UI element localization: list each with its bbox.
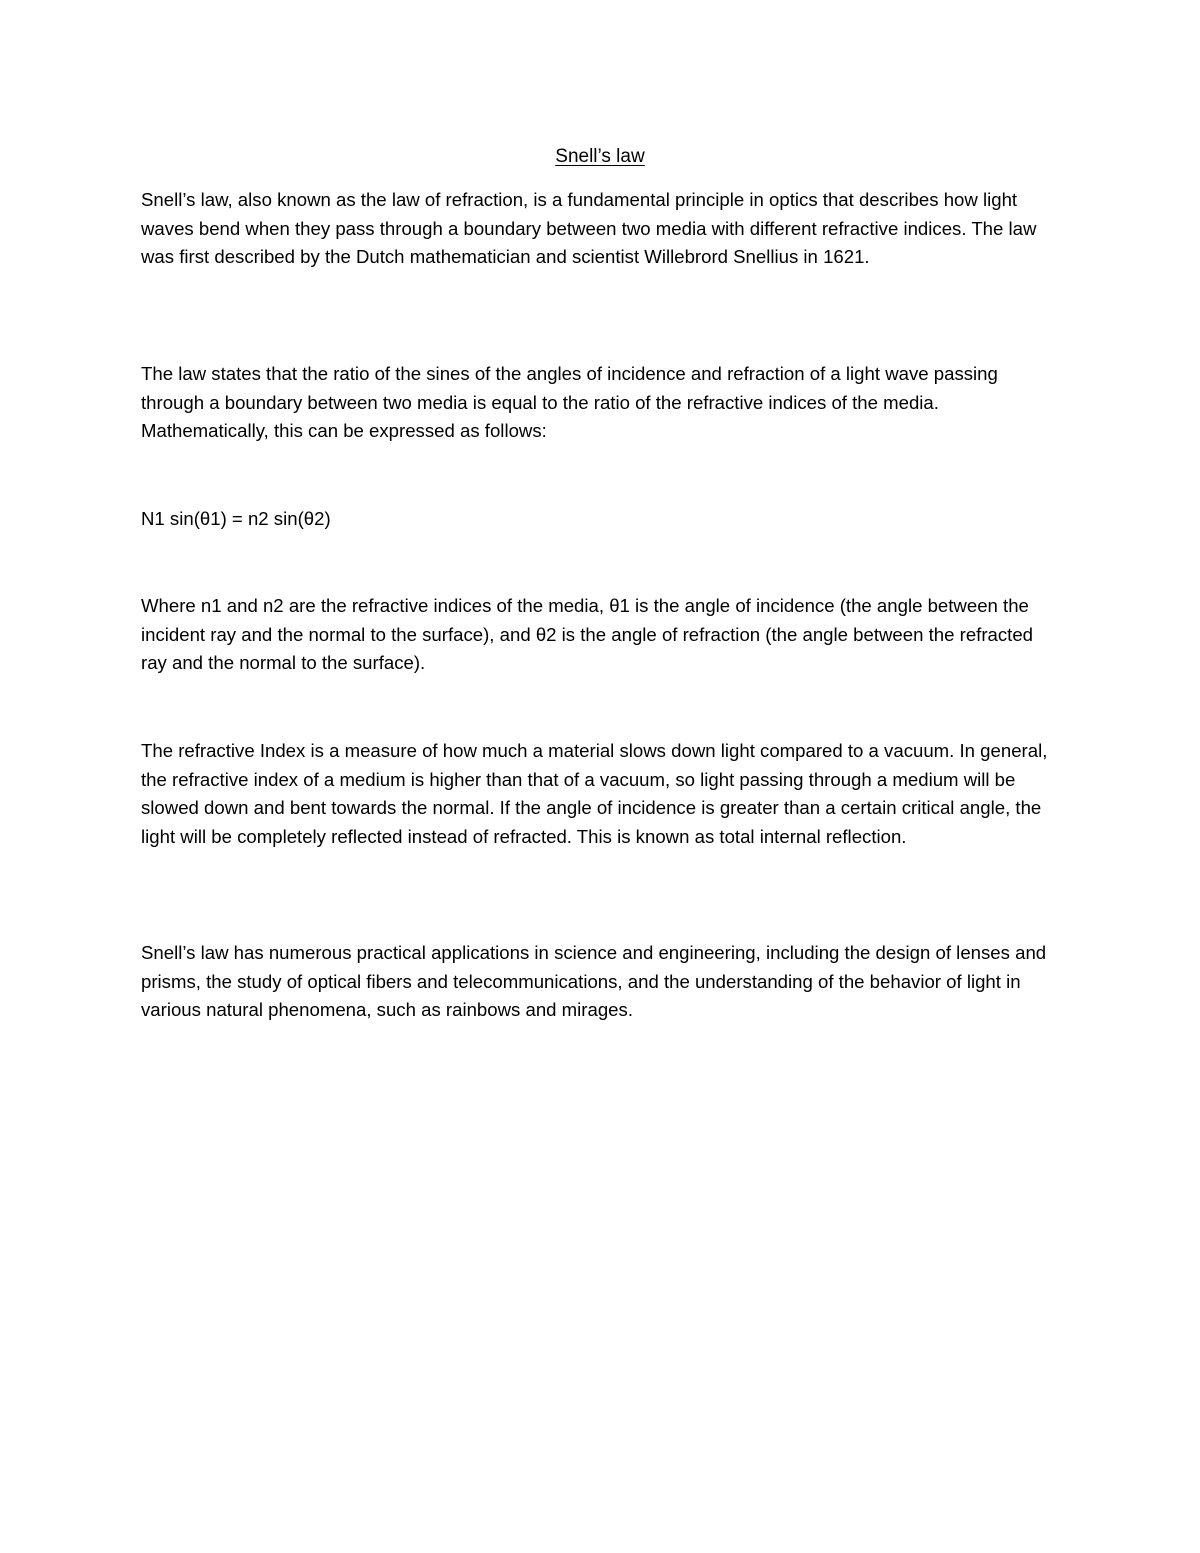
paragraph-refractive-index: The refractive Index is a measure of how much a material slows down light compared to a vacuum. In general, the refractive index of a medium is higher than that of a vacuum, so light passing through a medium will be slowed down and bent towards the normal. If the angle of incidence is greater than a certain critical angle, the light will be completely reflected instead of refracted. This is known as total internal reflection. (141, 740, 1048, 847)
paragraph-introduction: Snell’s law, also known as the law of refraction, is a fundamental principle in optics that describes how light waves bend when they pass through a boundary between two media with different refractive indices. The law was first described by the Dutch mathematician and scientist Willebrord Snellius in 1621. (141, 189, 1037, 267)
paragraph-variable-definitions: Where n1 and n2 are the refractive indices of the media, θ1 is the angle of incidence (the angle between the incident ray and the normal to the surface), and θ2 is the angle of refraction (the angle between the refracted ray and the normal to the surface). (141, 595, 1034, 673)
document-title: Snell’s law (555, 146, 645, 167)
paragraph-law-statement: The law states that the ratio of the sines of the angles of incidence and refraction of a light wave passing through a boundary between two media is equal to the ratio of the refractive indices of the media. Mathematically, this can be expressed as follows: (141, 363, 998, 441)
equation-snells-law: N1 sin(θ1) = n2 sin(θ2) (141, 508, 331, 529)
paragraph-applications: Snell’s law has numerous practical applications in science and engineering, including the design of lenses and prisms, the study of optical fibers and telecommunications, and the understanding of the behavior of light in various natural phenomena, such as rainbows and mirages. (141, 942, 1047, 1020)
